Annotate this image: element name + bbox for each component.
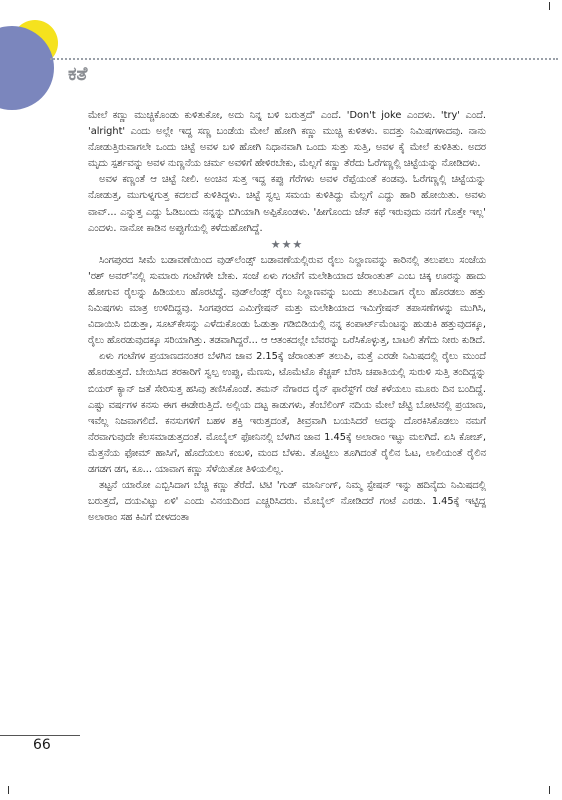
crop-mark-top-right	[549, 2, 550, 10]
section-title: ಕತೆ	[68, 63, 88, 85]
paragraph-2: ಅವಳ ಕಣ್ಣಂತೆ ಆ ಚಿಟ್ಟೆ ನೀಲಿ. ಅಂಚಿನ ಸುತ್ತ ಇದ್ದ ಕಪ್ಪು ಗೆರೆಗಳು ಅವಳ ರೆಪ್ಪೆಯಂತೆ ಕಂಡವು. ಓರೆಗಣ್ಣಲ್ಲಿ ಚಿಟ್ಟೆಯನ್ನು ನೋಡುತ್ತ, ಮುಗುಳ್ನಗುತ್ತ ಕದಲದೆ ಕುಳಿತಿದ್ದಳು. ಚಿಟ್ಟೆ ಸ್ವಲ್ಪ ಸಮಯ ಕುಳಿತಿದ್ದು ಮೆಲ್ಲಗೆ ಎದ್ದು ಹಾರಿ ಹೋಯಿತು. ಅವಳು ವಾವ್... ಎನ್ನುತ್ತ ಎದ್ದು ಓಡಿಬಂದು ನನ್ನನ್ನು ಬಿಗಿಯಾಗಿ ಅಪ್ಪಿಕೊಂಡಳು. 'ಹೀಗೊಂದು ಜೆನ್ ಕಥೆ ಇರುವುದು ನನಗೆ ಗೊತ್ತೇ ಇಲ್ಲ' ಎಂದಳು. ನಾನೋ ಕಾಡಿನ ಅಪ್ಪುಗೆಯಲ್ಲಿ ಕಳೆದುಹೋಗಿದ್ದೆ.	[88, 174, 486, 234]
paragraph-4: ಏಳು ಗಂಟೆಗಳ ಪ್ರಯಾಣದನಂತರ ಬೆಳಗಿನ ಜಾವ 2.15ಕ್ಕೆ ಜೆರಾಂತುತ್ ತಲುಪಿ, ಮತ್ತೆ ಎರಡೇ ನಿಮಿಷದಲ್ಲಿ ರೈಲು ಮುಂದೆ ಹೊರಡುತ್ತದೆ. ಬೇಯಿಸಿದ ತರಕಾರಿಗೆ ಸ್ವಲ್ಪ ಉಪ್ಪು, ಮೆಣಸು, ಟೊಮೆಟೊ ಕೆಚ್ಚಪ್ ಬೆರಸಿ ಚಪಾತಿಯಲ್ಲಿ ಸುರುಳಿ ಸುತ್ತಿ ತಂದಿದ್ದನ್ನು ಬಿಯರ್ ಕ್ಯಾನ್ ಜತೆ ಸೇರಿಸುತ್ತ ಹಸಿವು ತಣಿಸಿಕೊಂಡೆ. ತಮನ್ ನೆಗಾರದ ರೈನ್ ಫಾರೆಸ್ಟ್‌ಗೆ ರಜೆ ಕಳೆಯಲು ಮೂರು ದಿನ ಬಂದಿದ್ದೆ. ಎಷ್ಟು ವರ್ಷಗಳ ಕನಸು ಈಗ ಈಡೇರುತ್ತಿದೆ. ಅಲ್ಲಿಯ ದಟ್ಟ ಕಾಡುಗಳು, ತೆಂಬೆಲಿಂಗ್ ನದಿಯ ಮೇಲೆ ಜೆಟ್ಟಿ ಬೋಟಿನಲ್ಲಿ ಪ್ರಯಾಣ, ಇವೆಲ್ಲ ನಿಜವಾಗಲಿದೆ. ಕನಸುಗಳಿಗೆ ಬಹಳ ಶಕ್ತಿ ಇರುತ್ತದಂತೆ, ತೀವ್ರವಾಗಿ ಬಯಸಿದರೆ ಅದನ್ನು ದೊರಕಿಸಿಕೊಡಲು ನಮಗೆ ನೆರವಾಗುವುದೇ ಕೆಲಸಮಾಡುತ್ತದಂತೆ. ಮೊಬೈಲ್ ಫೋನಿನಲ್ಲಿ ಬೆಳಗಿನ ಜಾವ 1.45ಕ್ಕೆ ಅಲಾರಾಂ ಇಟ್ಟು ಮಲಗಿದೆ. ಏಸಿ ಕೋಚ್, ಮೆತ್ತನೆಯ ಫೋಮ್ ಹಾಸಿಗೆ, ಹೊದೆಯಲು ಕಂಬಳಿ, ಮಂದ ಬೆಳಕು. ತೊಟ್ಟಿಲು ತೂಗಿದಂತೆ ರೈಲಿನ ಓಟ, ಲಾಲಿಯಂತೆ ರೈಲಿನ ಡಗಡಗ ಡಗ, ಕೂ... ಯಾವಾಗ ಕಣ್ಣು ಸೆಳೆಯಿತೋ ತಿಳಿಯಲಿಲ್ಲ.	[88, 351, 486, 475]
crop-mark-bottom-right	[549, 786, 550, 794]
section-separator: ★★★	[270, 237, 304, 251]
article-body	[88, 108, 486, 526]
paragraph-3: ಸಿಂಗಪುರದ ಸೀಮೆ ಬಡಾವಣೆಯಿಂದ ವುಡ್‌ಲೆಂಡ್ಸ್ ಬಡಾವಣೆಯಲ್ಲಿರುವ ರೈಲು ನಿಲ್ದಾಣವನ್ನು ಕಾರಿನಲ್ಲಿ ತಲುಪಲು ಸಂಜೆಯ 'ರಶ್ ಅವರ್'ನಲ್ಲಿ ಸುಮಾರು ಗಂಟೆಗಳೇ ಬೇಕು. ಸಂಜೆ ಏಳು ಗಂಟೆಗೆ ಮಲೇಶಿಯಾದ ಜೆರಾಂತುತ್ ಎಂಬ ಚಿಕ್ಕ ಊರನ್ನು ಹಾದು ಹೋಗುವ ರೈಲನ್ನು ಹಿಡಿಯಲು ಹೊರಟಿದ್ದೆ. ವುಡ್‌ಲೆಂಡ್ಸ್ ರೈಲು ನಿಲ್ದಾಣವನ್ನು ಬಂದು ತಲುಪಿದಾಗ ರೈಲು ಹೊರಡಲು ಹತ್ತು ನಿಮಿಷಗಳು ಮಾತ್ರ ಉಳಿದಿದ್ದವು. ಸಿಂಗಪುರದ ಎಮಿಗ್ರೇಷನ್ ಮತ್ತು ಮಲೇಶಿಯಾದ ಇಮಿಗ್ರೇಷನ್ ತಪಾಸಣೆಗಳನ್ನು ಮುಗಿಸಿ, ವಿದಾಯಿಸಿ ಬಿಡುತ್ತಾ, ಸೂಟ್‌ಕೇಸನ್ನು ಎಳೆದುಕೊಂಡು ಓಡುತ್ತಾ ಗಡಿಬಿಡಿಯಲ್ಲಿ ನನ್ನ ಕಂಪಾರ್ಟ್‌ಮೆಂಟನ್ನು ಹುಡುಕಿ ಹತ್ತುವುದಕ್ಕೂ, ರೈಲು ಹೊರಡುವುದಕ್ಕೂ ಸರಿಯಾಗಿತ್ತು. ತಡವಾಗಿದ್ದರೆ... ಆ ಆತಂಕದಲ್ಲೇ ಬೆವರನ್ನು ಒರೆಸಿಕೊಳ್ಳುತ್ತ, ಬಾಟಲಿ ತೆಗೆದು ನೀರು ಕುಡಿದೆ.	[88, 254, 486, 347]
crop-mark-bottom-left	[8, 786, 9, 794]
paragraph-5: ತಟ್ಟನೆ ಯಾರೋ ಎಬ್ಬಿಸಿದಾಗ ಬೆಚ್ಚಿ ಕಣ್ಣು ತೆರೆದೆ. ಟಿಟಿ 'ಗುಡ್ ಮಾರ್ನಿಂಗ್, ನಿಮ್ಮ ಸ್ಟೇಷನ್ ಇನ್ನು ಹದಿನೈದು ನಿಮಿಷದಲ್ಲಿ ಬರುತ್ತದೆ, ದಯವಿಟ್ಟು ಏಳಿ' ಎಂದು ವಿನಯದಿಂದ ಎಚ್ಚರಿಸಿದರು. ಮೊಬೈಲ್ ನೋಡಿದರೆ ಗಂಟೆ ಎರಡು. 1.45ಕ್ಕೆ ಇಟ್ಟಿದ್ದ ಅಲಾರಾಂ ಸಹ ಕಿವಿಗೆ ಬೀಳದಂತಾ	[88, 480, 486, 524]
header-dotted-rule	[50, 58, 558, 60]
page-number: 66	[33, 737, 51, 753]
paragraph-1: ಮೇಲೆ ಕಣ್ಣು ಮುಚ್ಚಿಕೊಂಡು ಕುಳಿತುಕೋ, ಅದು ನಿನ್ನ ಬಳಿ ಬರುತ್ತದೆ' ಎಂದೆ. 'Don't joke ಎಂದಳು. 'try' ಎಂದೆ. 'alright' ಎಂದು ಅಲ್ಲೇ ಇದ್ದ ಸಣ್ಣ ಬಂಡೆಯ ಮೇಲೆ ಹೋಗಿ ಕಣ್ಣು ಮುಚ್ಚಿ ಕುಳಿತಳು. ಐದತ್ತು ನಿಮಿಷಗಳಾದವು. ನಾನು ನೋಡುತ್ತಿರುವಾಗಲೇ ಒಂದು ಚಿಟ್ಟೆ ಅವಳ ಬಳಿ ಹೋಗಿ ನಿಧಾನವಾಗಿ ಒಂದು ಸುತ್ತು ಸುತ್ತಿ, ಅವಳ ಕೈ ಮೇಲೆ ಕುಳಿತಿತು. ಅದರ ಮೃದು ಸ್ಪರ್ಶವನ್ನು ಅವಳ ನುಣ್ಣನೆಯ ಚರ್ಮ ಅವಳಿಗೆ ಹೇಳಿರಬೇಕು, ಮೆಲ್ಲಗೆ ಕಣ್ಣು ತೆರೆದು ಓರೆಗಣ್ಣಲ್ಲಿ ಚಿಟ್ಟೆಯನ್ನು ನೋಡಿದಳು.	[88, 110, 486, 170]
footer-rule	[0, 735, 80, 736]
